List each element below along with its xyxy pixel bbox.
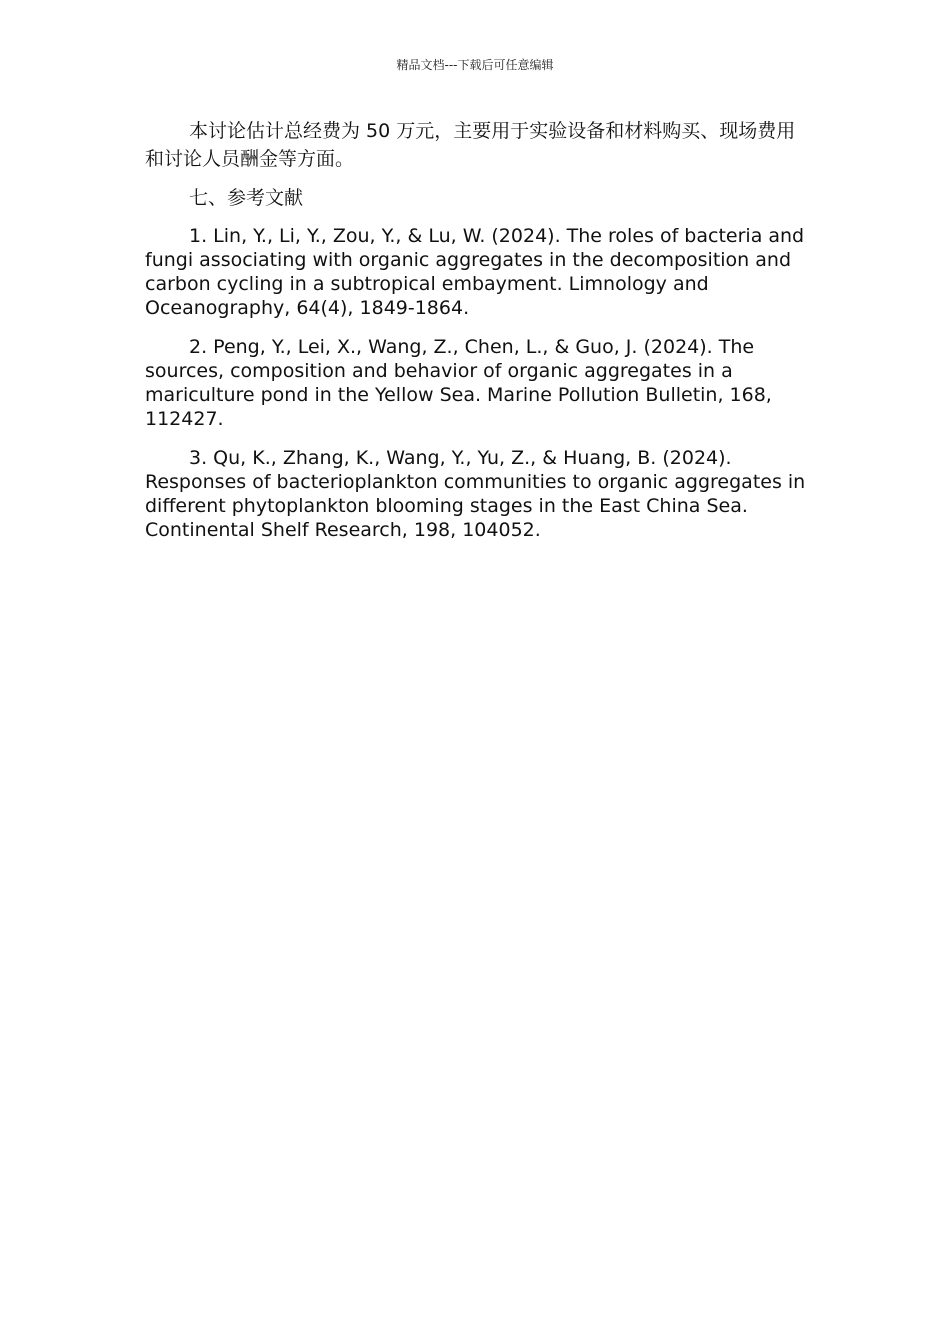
reference-item-1: 1. Lin, Y., Li, Y., Zou, Y., & Lu, W. (2024). The roles of bacteria and fungi associating with organic aggregates in the decomposition and carbon cycling in a subtropical embayment. Limnology and Oceanography, 64(4), 1849-1864. [145, 225, 805, 319]
page-header: 精品文档---下载后可任意编辑 [396, 58, 554, 72]
reference-item-3: 3. Qu, K., Zhang, K., Wang, Y., Yu, Z., & Huang, B. (2024). Responses of bacterioplankton communities to organic aggregates in different phytoplankton blooming stages in the East China Sea. Continental Shelf Research, 198, 104052. [145, 447, 806, 541]
budget-paragraph: 本讨论估计总经费为 50 万元，主要用于实验设备和材料购买、现场费用和讨论人员酬金等方面。 [145, 120, 796, 170]
reference-item-2: 2. Peng, Y., Lei, X., Wang, Z., Chen, L., & Guo, J. (2024). The sources, composition and behavior of organic aggregates in a mariculture pond in the Yellow Sea. Marine Pollution Bulletin, 168, 112427. [145, 336, 772, 430]
document-body [145, 117, 810, 557]
references-heading: 七、参考文献 [189, 187, 304, 209]
